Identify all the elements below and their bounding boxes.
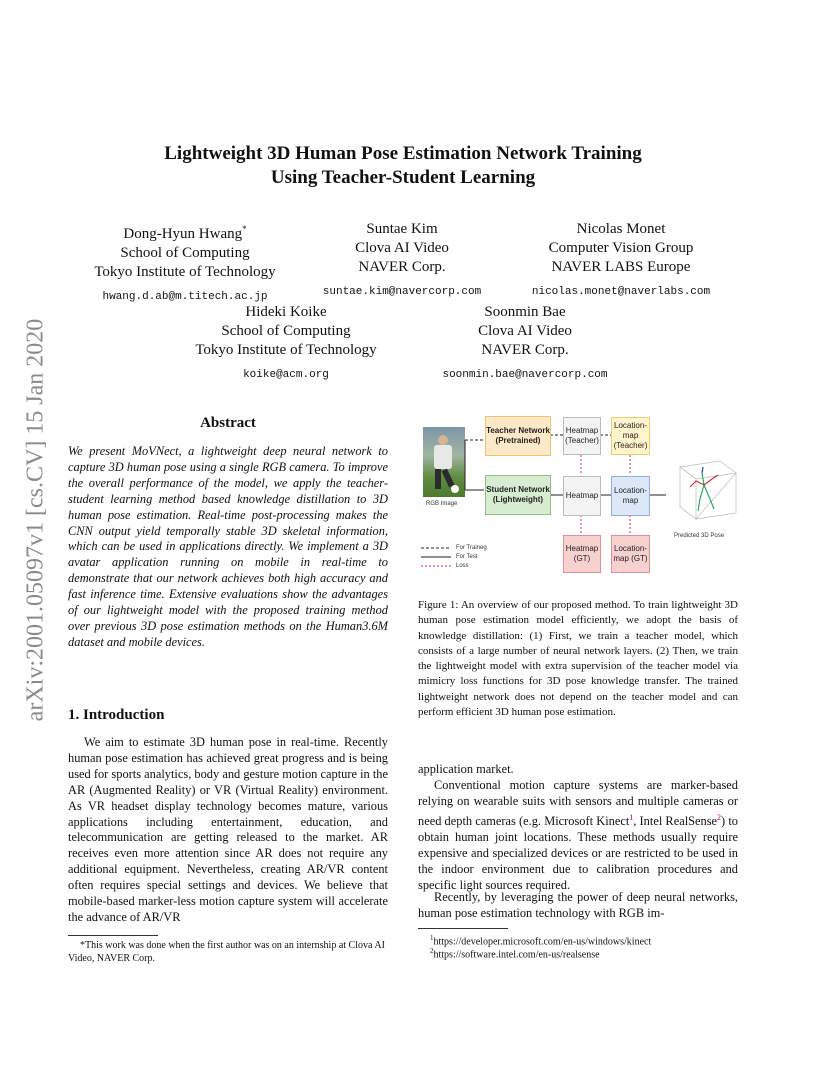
legend-loss: Loss	[456, 563, 469, 569]
footnote-number: 2	[430, 947, 434, 955]
author-name: Hideki Koike	[245, 304, 327, 320]
author-affil: NAVER LABS Europe	[551, 259, 691, 275]
author-email[interactable]: suntae.kim@navercorp.com	[322, 286, 482, 298]
footnote-rule	[418, 928, 508, 929]
footnote-url[interactable]: https://software.intel.com/en-us/realsense	[433, 949, 600, 961]
legend-test: For Test	[456, 554, 478, 560]
title-line-2: Using Teacher-Student Learning	[270, 167, 536, 188]
intro-text: We aim to estimate 3D human pose in real-time. Recently human pose estimation has achieved great progress and is being used for sports analytics, body and gesture motion capture in the AR (Augmented Reality) or VR (Virtual Reality) environment. As VR headset display technology becomes mature, various applications including entertainment, education, and telecommunication are getting released to the market. AR receives even more attention since AR does not require any additional equipment. Nevertheless, creating AR/VR content often requires special settings and devices. We believe that mobile-based marker-less motion capture system will accelerate the advance of AR/VR	[68, 735, 388, 924]
arxiv-id: arXiv:2001.05097v1 [cs.CV] 15 Jan 2020	[22, 318, 49, 722]
author-email[interactable]: koike@acm.org	[243, 369, 329, 381]
footnote-ref-1[interactable]: 1	[629, 812, 634, 822]
locmap-gt-box: Location-map (GT)	[611, 535, 650, 573]
locmap-student-box: Location-map	[611, 476, 650, 516]
title-line-1: Lightweight 3D Human Pose Estimation Network Training	[164, 143, 642, 164]
author-affil: NAVER Corp.	[358, 259, 446, 275]
author-3	[516, 220, 726, 302]
intro-heading: 1. Introduction	[68, 707, 165, 723]
author-5	[420, 303, 630, 385]
author-name: Soonmin Bae	[484, 304, 566, 320]
figure-1	[418, 415, 758, 595]
heatmap-gt-box: Heatmap (GT)	[563, 535, 601, 573]
author-affil: Computer Vision Group	[548, 240, 694, 256]
teacher-network-box: Teacher Network (Pretrained)	[485, 416, 551, 456]
footnote-ref-2[interactable]: 2	[717, 812, 722, 822]
author-name: Suntae Kim	[366, 221, 438, 237]
author-affil: NAVER Corp.	[481, 342, 569, 358]
author-affil: Clova AI Video	[355, 240, 449, 256]
author-email[interactable]: nicolas.monet@naverlabs.com	[531, 286, 711, 298]
author-2	[302, 220, 502, 302]
author-affil: Clova AI Video	[478, 323, 572, 339]
author-affil: Tokyo Institute of Technology	[195, 342, 377, 358]
heatmap-teacher-box: Heatmap (Teacher)	[563, 417, 601, 455]
heatmap-student-box: Heatmap	[563, 476, 601, 516]
author-name: Nicolas Monet	[576, 221, 666, 237]
right-paragraph-1: application market.	[418, 762, 514, 776]
footnote-2	[430, 945, 600, 961]
right-p2-part-c: ) to obtain human joint locations. These methods usually require expensive and specialized devices or are restricted to be used in the indoor environment due to calibration procedures and specific light sources required.	[418, 813, 738, 892]
figure-caption: Figure 1: An overview of our proposed method. To train lightweight 3D human pose estimation model efficiently, we adopt the basis of knowledge distillation: (1) First, we train a teacher model, which consists of a large number of neural network layers. (2) Then, we train the lightweight model with extra supervision of the teacher model via mimicry loss functions for 3D pose knowledge transfer. The trained lightweight network does not depend on the teacher model and can perform efficient 3D human pose estimation.	[418, 599, 738, 719]
right-paragraph-2	[418, 778, 738, 893]
right-p2-part-b: , Intel RealSense	[633, 813, 718, 828]
right-paragraph-3: Recently, by leveraging the power of deep neural networks, human pose estimation technology with RGB im-	[418, 890, 738, 920]
legend-train: For Traineg	[456, 545, 487, 551]
footnote-star: *This work was done when the first author was on an internship at Clova AI Video, NAVER Corp.	[68, 940, 385, 964]
abstract-heading: Abstract	[200, 415, 256, 431]
footnote-rule	[68, 935, 158, 936]
author-mark: *	[242, 224, 247, 234]
right-p2-part-a: Conventional motion capture systems are marker-based relying on wearable suits with sensors and multiple cameras or need depth cameras (e.g. Microsoft Kinect	[418, 778, 738, 828]
footnote-url[interactable]: https://developer.microsoft.com/en-us/windows/kinect	[433, 936, 652, 948]
paper-title	[100, 142, 706, 190]
locmap-teacher-box: Location-map (Teacher)	[611, 417, 650, 455]
author-email[interactable]: hwang.d.ab@m.titech.ac.jp	[102, 291, 268, 303]
author-email[interactable]: soonmin.bae@navercorp.com	[442, 369, 608, 381]
author-affil: School of Computing	[221, 323, 351, 339]
author-4	[172, 303, 400, 385]
author-affil: Tokyo Institute of Technology	[94, 264, 276, 280]
author-affil: School of Computing	[120, 245, 250, 261]
predicted-pose-label: Predicted 3D Pose	[674, 533, 725, 539]
rgb-label: RGB Image	[426, 501, 458, 507]
footnote-number: 1	[430, 934, 434, 942]
abstract-text: We present MoVNect, a lightweight deep neural network to capture 3D human pose using a single RGB camera. To improve the overall performance of the model, we apply the teacher-student learning method based knowledge distillation to 3D human pose estimation. Real-time post-processing makes the CNN output yield temporally stable 3D skeletal information, which can be used in applications directly. We implement a 3D avatar application running on mobile in real-time to demonstrate that our network achieves both high accuracy and fast inference time. Extensive evaluations show the advantages of our lightweight model with the proposed training method over previous 3D pose estimation methods on the Human3.6M dataset and mobile devices.	[68, 444, 388, 649]
author-name: Dong-Hyun Hwang	[123, 226, 243, 242]
author-1	[70, 220, 300, 307]
student-network-box: Student Network (Lightweight)	[485, 475, 551, 515]
